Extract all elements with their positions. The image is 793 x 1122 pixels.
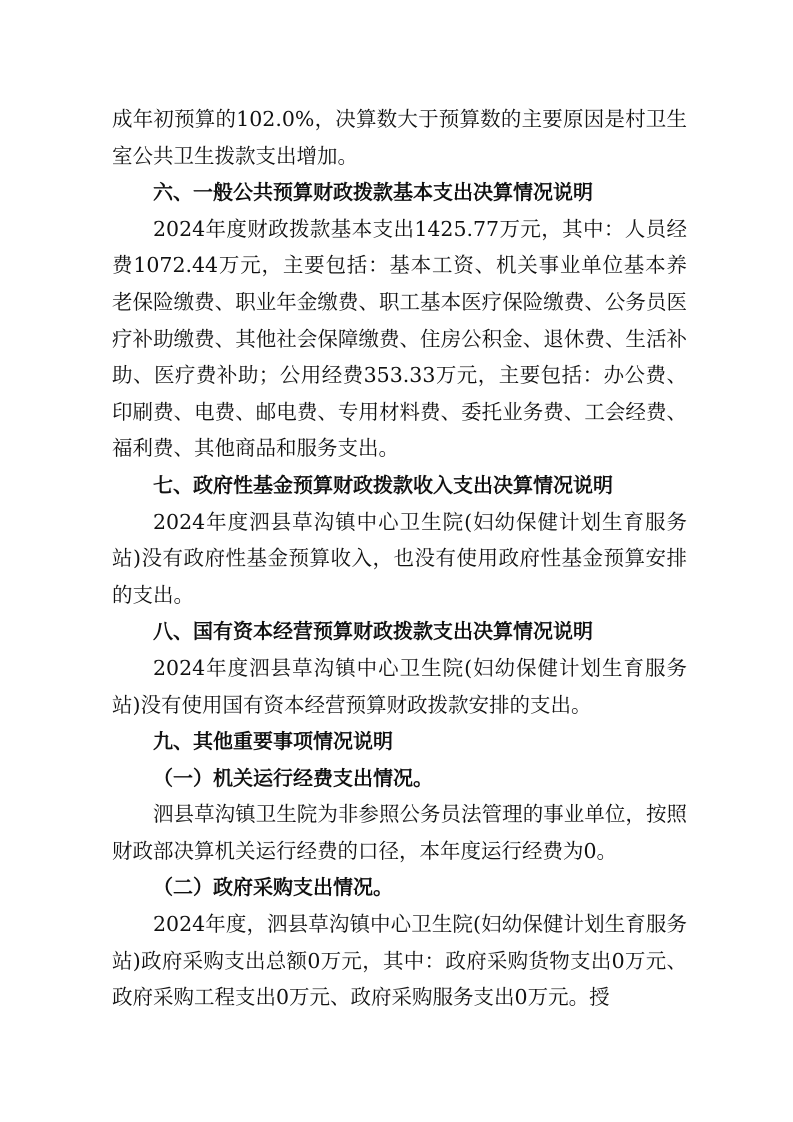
heading-section-8: 八、国有资本经营预算财政拨款支出决算情况说明 [153,619,593,644]
heading-section-6: 六、一般公共预算财政拨款基本支出决算情况说明 [153,180,593,205]
paragraph-procurement: 2024年度，泗县草沟镇中心卫生院(妇幼保健计划生育服务站)政府采购支出总额0万元，其中：政府采购货物支出0万元、政府采购工程支出0万元、政府采购服务支出0万元。授 [112,912,687,1010]
document-body [112,101,687,1016]
paragraph-state-capital: 2024年度泗县草沟镇中心卫生院(妇幼保健计划生育服务站)没有使用国有资本经营预算财政拨款安排的支出。 [112,655,687,717]
paragraph-government-fund: 2024年度泗县草沟镇中心卫生院(妇幼保健计划生育服务站)没有政府性基金预算收入，也没有使用政府性基金预算安排的支出。 [112,509,687,607]
paragraph-operating-costs: 泗县草沟镇卫生院为非参照公务员法管理的事业单位，按照财政部决算机关运行经费的口径，本年度运行经费为0。 [112,802,687,863]
heading-section-9: 九、其他重要事项情况说明 [153,729,393,754]
heading-section-7: 七、政府性基金预算财政拨款收入支出决算情况说明 [153,472,613,497]
paragraph-budget-ratio: 成年初预算的102.0%，决算数大于预算数的主要原因是村卫生室公共卫生拨款支出增加。 [112,107,687,168]
paragraph-basic-expenditure: 2024年度财政拨款基本支出1425.77万元，其中：人员经费1072.44万元，主要包括：基本工资、机关事业单位基本养老保险缴费、职业年金缴费、职工基本医疗保险缴费、公务员医疗补助缴费、其他社会保障缴费、住房公积金、退休费、生活补助、医疗费补助；公用经费353.33万元，主要包括：办公费、印刷费、电费、邮电费、专用材料费、委托业务费、工会经费、福利费、其他商品和服务支出。 [112,216,687,461]
subheading-operating-costs: （一）机关运行经费支出情况。 [153,765,433,790]
subheading-procurement: （二）政府采购支出情况。 [153,875,393,900]
